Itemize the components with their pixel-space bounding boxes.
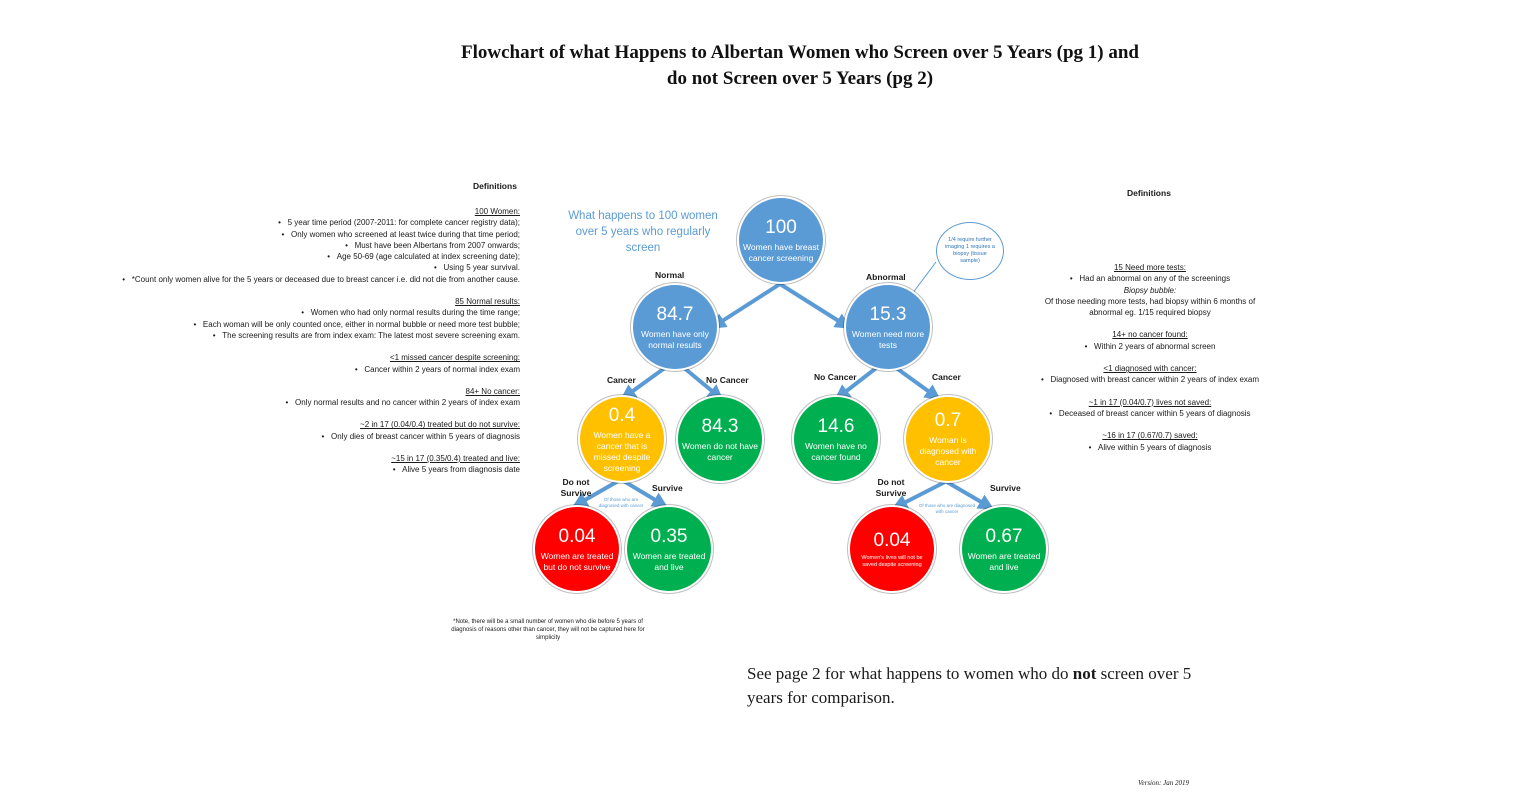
node-missed-not-survive-value: 0.04 <box>558 525 596 547</box>
biopsy-bubble: 1/4 require further imaging 1 requires a biopsy (tissue sample) <box>936 222 1004 280</box>
right-def-bullet: • Diagnosed with breast cancer within 2 years of index exam <box>1040 374 1260 385</box>
node-diag-survive <box>960 505 1048 593</box>
left-def-bullet: • *Count only women alive for the 5 years or deceased due to breast cancer i.e. did not die from another cause. <box>20 274 520 285</box>
right-def-bullet: • Had an abnormal on any of the screenings <box>1040 273 1260 284</box>
node-missed-not-survive-text: Women are treated but do not survive <box>540 550 614 572</box>
left-def-bullet: • Women who had only normal results during the time range; <box>20 307 520 318</box>
left-def-block-heading: 100 Women: <box>474 207 520 216</box>
label-do-not-survive-left: Do not Survive <box>560 477 592 498</box>
node-diagnosed <box>904 395 992 483</box>
node-normal-value: 84.7 <box>656 303 694 325</box>
left-def-bullet: • Using 5 year survival. <box>20 262 520 273</box>
right-def-bullet: • Deceased of breast cancer within 5 years of diagnosis <box>1040 408 1260 419</box>
right-def-block-heading: 14+ no cancer found: <box>1112 330 1188 340</box>
label-do-not-survive-right: Do not Survive <box>875 477 907 498</box>
node-missed-survive <box>625 505 713 593</box>
node-diag-not-survive-value: 0.04 <box>873 529 911 551</box>
node-diag-not-survive <box>848 505 936 593</box>
right-def-block-heading: ~1 in 17 (0.04/0.7) lives not saved: <box>1088 397 1212 407</box>
see-page-after: screen over 5 years for comparison. <box>747 664 1192 707</box>
intro-text: What happens to 100 women over 5 years who regularly screen <box>568 210 718 254</box>
version-label: Version: Jan 2019 <box>1138 779 1189 787</box>
node-no-cancer-abnormal <box>792 395 880 483</box>
label-no-cancer-right: No Cancer <box>814 372 857 382</box>
left-def-bullet: • Each woman will be only counted once, either in normal bubble or need more test bubble; <box>20 319 520 330</box>
node-missed-value: 0.4 <box>608 404 636 426</box>
left-def-block-heading: ~2 in 17 (0.04/0.4) treated but do not survive: <box>360 420 520 430</box>
label-no-cancer-left: No Cancer <box>706 375 749 385</box>
node-abnormal-value: 15.3 <box>869 303 907 325</box>
label-survive-left: Survive <box>652 483 683 493</box>
right-definitions-heading: Definitions <box>1127 188 1171 198</box>
right-def-block-heading: ~16 in 17 (0.67/0.7) saved: <box>1102 431 1198 441</box>
node-root-text: Women have breast cancer screening <box>743 241 819 263</box>
right-def-bullet: • Alive within 5 years of diagnosis <box>1040 442 1260 453</box>
label-cancer-left: Cancer <box>607 375 636 385</box>
title-line-1: Flowchart of what Happens to Albertan Women who Screen over 5 Years (pg 1) and <box>460 42 1140 63</box>
see-page-before: See page 2 for what happens to women who do <box>747 664 1073 683</box>
node-root-value: 100 <box>765 216 797 238</box>
left-def-bullet: • Only women who screened at least twice during that time period; <box>20 229 520 240</box>
node-normal <box>631 283 719 371</box>
node-no-cancer-abnormal-text: Women have no cancer found <box>805 440 867 462</box>
node-no-cancer-abnormal-value: 14.6 <box>817 415 855 437</box>
label-cancer-right: Cancer <box>932 372 961 382</box>
right-def-bullet: • Within 2 years of abnormal screen <box>1040 341 1260 352</box>
left-def-bullet: • The screening results are from index exam: The latest most severe screening exam. <box>20 330 520 341</box>
label-abnormal: Abnormal <box>866 272 906 282</box>
node-normal-text: Women have only normal results <box>641 328 709 350</box>
arrow-root-abnormal <box>780 284 845 325</box>
left-def-bullet: • Must have been Albertans from 2007 onwards; <box>20 240 520 251</box>
left-def-block-heading: ~15 in 17 (0.35/0.4) treated and live: <box>391 454 520 464</box>
right-def-sub-text: Of those needing more tests, had biopsy within 6 months of abnormal eg. 1/15 required biopsy <box>1044 296 1256 318</box>
see-page-bold: not <box>1072 664 1097 683</box>
node-diag-survive-value: 0.67 <box>985 525 1023 547</box>
node-no-cancer-normal <box>676 395 764 483</box>
left-def-block-heading: <1 missed cancer despite screening: <box>389 353 520 363</box>
node-no-cancer-normal-value: 84.3 <box>701 415 739 437</box>
left-def-bullet: • Age 50-69 (age calculated at index screening date); <box>20 251 520 262</box>
left-def-bullet: • 5 year time period (2007-2011: for complete cancer registry data); <box>20 217 520 228</box>
node-missed <box>578 395 666 483</box>
label-survive-right: Survive <box>990 483 1021 493</box>
label-normal: Normal <box>655 270 685 280</box>
right-def-block-heading: 15 Need more tests: <box>1113 263 1187 272</box>
left-def-block-heading: 84+ No cancer: <box>465 386 520 396</box>
node-missed-not-survive <box>533 505 621 593</box>
right-def-sub-heading: Biopsy bubble: <box>1123 285 1177 295</box>
left-def-bullet: • Alive 5 years from diagnosis date <box>20 464 520 475</box>
node-missed-survive-text: Women are treated and live <box>632 550 706 572</box>
arrow-root-normal <box>716 284 780 325</box>
bubble-connector <box>912 262 936 294</box>
right-def-block-heading: <1 diagnosed with cancer: <box>1103 364 1197 374</box>
node-abnormal-text: Women need more tests <box>851 328 925 350</box>
footnote: *Note, there will be a small number of women who die before 5 years of diagnosis of reasons other than cancer, they will not be captured here for simplicity <box>451 619 645 641</box>
left-def-bullet: • Cancer within 2 years of normal index exam <box>20 364 520 375</box>
node-diagnosed-text: Woman is diagnosed with cancer <box>919 435 977 467</box>
title-line-2: do not Screen over 5 Years (pg 2) <box>666 68 934 89</box>
see-page-2-text <box>747 662 1207 710</box>
node-diag-survive-text: Women are treated and live <box>967 550 1041 572</box>
left-def-bullet: • Only normal results and no cancer within 2 years of index exam <box>20 397 520 408</box>
node-diagnosed-value: 0.7 <box>934 410 962 431</box>
node-abnormal <box>844 283 932 371</box>
tiny-note-right: Of those who are diagnosed with cancer <box>918 503 976 514</box>
node-missed-survive-value: 0.35 <box>650 525 688 547</box>
node-root <box>737 196 825 284</box>
node-diag-not-survive-text: Women's lives will not be saved despite screening <box>861 554 923 568</box>
node-missed-text: Women have a cancer that is missed despite screening <box>593 429 651 473</box>
node-no-cancer-normal-text: Women do not have cancer <box>682 440 758 462</box>
tiny-note-left: Of those who are diagnosed with cancer <box>598 497 644 508</box>
left-def-bullet: • Only dies of breast cancer within 5 years of diagnosis <box>20 431 520 442</box>
left-definitions-heading: Definitions <box>473 181 517 191</box>
left-def-block-heading: 85 Normal results: <box>455 297 520 307</box>
